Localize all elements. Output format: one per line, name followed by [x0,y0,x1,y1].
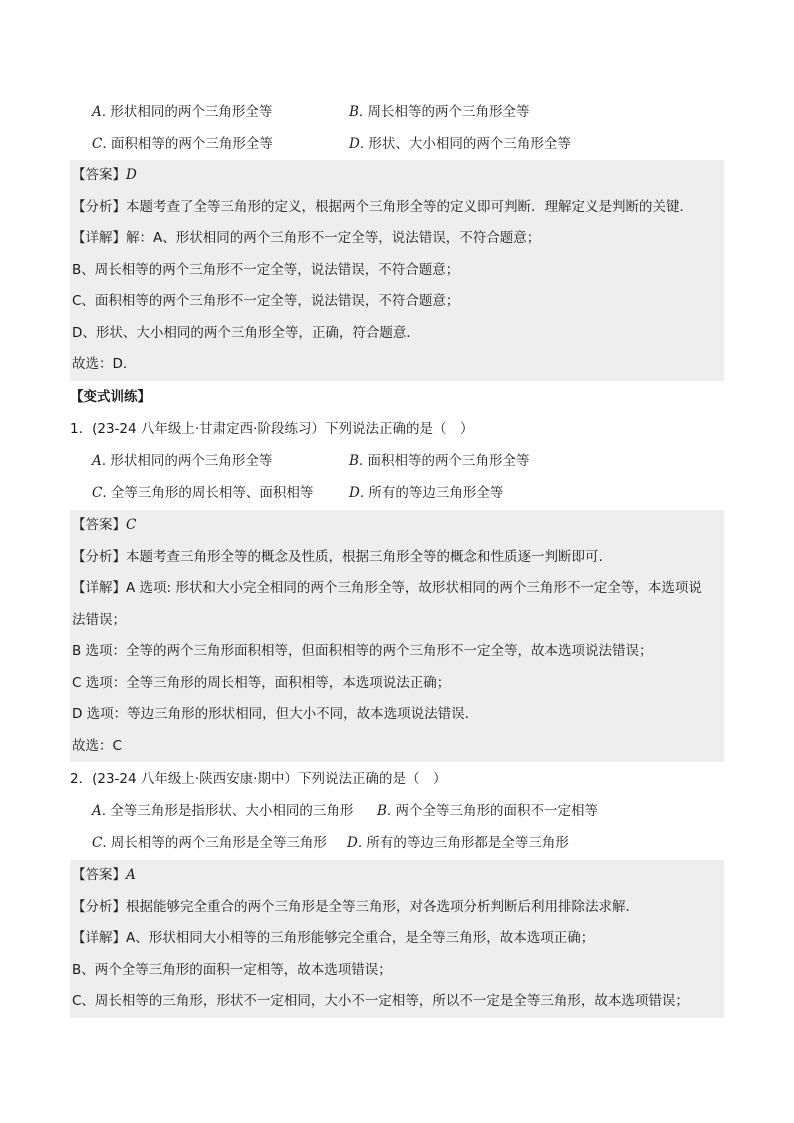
q0-option-b: B. 周长相等的两个三角形全等 [349,104,530,120]
q0-option-row-2 [92,129,732,161]
section-title: 【变式训练】 [70,389,151,405]
q2-option-b: B. 两个全等三角形的面积不一定相等 [377,803,599,819]
q1-option-c: C. 全等三角形的周长相等、面积相等 [92,484,314,501]
q2-detail-line-2: B、两个全等三角形的面积一定相等，故本选项错误； [72,961,392,978]
q2-analysis: 【分析】根据能够完全重合的两个三角形是全等三角形，对各选项分析判断后利用排除法求解． [72,898,639,915]
q0-option-d: D. 形状、大小相同的两个三角形全等 [349,135,571,152]
q0-analysis: 【分析】本题考查了全等三角形的定义，根据两个三角形全等的定义即可判断．理解定义是判断的关键． [72,198,693,215]
q1-detail-line-3: C 选项：全等三角形的周长相等，面积相等，本选项说法正确； [72,674,451,691]
q2-option-c: C. 周长相等的两个三角形是全等三角形 [92,834,327,851]
q0-answer: 【答案】D [72,167,137,183]
q1-detail-line-2: B 选项：全等的两个三角形面积相等，但面积相等的两个三角形不一定全等，故本选项说法错误； [72,643,653,659]
q0-option-c: C. 面积相等的两个三角形全等 [92,135,273,152]
q0-detail-line-3: C、面积相等的两个三角形不一定全等，说法错误，不符合题意； [72,293,460,309]
q2-detail-line-3: C、周长相等的三角形，形状不一定相同，大小不一定相等，所以不一定是全等三角形，故本选项错误； [72,993,689,1009]
q2-detail-line-1: 【详解】A、形状相同大小相等的三角形能够完全重合，是全等三角形，故本选项正确； [72,930,595,946]
q0-detail-line-1: 【详解】解：A、形状相同的两个三角形不一定全等，说法错误，不符合题意； [72,230,541,246]
q1-option-b: B. 面积相等的两个三角形全等 [349,453,530,469]
q0-options [92,97,732,160]
q1-detail-line-4: D 选项：等边三角形的形状相同，但大小不同，故本选项说法错误. [72,706,469,722]
q1-detail-line-1: 【详解】A 选项: 形状和大小完全相同的两个三角形全等，故形状相同的两个三角形不一定全等，本选项说 [72,580,702,596]
q2-answer: 【答案】A [72,867,136,883]
q2-options [92,796,732,859]
q2-option-row-2 [92,828,732,860]
q2-solution-block [70,860,724,1018]
q2-option-d: D. 所有的等边三角形都是全等三角形 [347,834,569,851]
q1-solution-block [70,510,724,762]
q1-option-d: D. 所有的等边三角形全等 [349,484,504,501]
q0-conclusion: 故选：D． [72,356,137,372]
q1-option-row-2 [92,478,732,510]
q1-options [92,446,732,509]
q1-stem: 1．(23-24 八年级上·甘肃定西·阶段练习）下列说法正确的是（ ） [70,421,474,437]
q1-answer: 【答案】C [72,517,137,533]
q0-detail-line-4: D、形状、大小相同的两个三角形全等，正确，符合题意． [72,324,420,341]
q1-conclusion: 故选：C [72,737,122,754]
q1-analysis: 【分析】本题考查三角形全等的概念及性质，根据三角形全等的概念和性质逐一判断即可. [72,548,603,565]
q0-option-a: A. 形状相同的两个三角形全等 [92,104,273,120]
q0-option-row-1 [92,97,732,129]
q1-option-a: A. 形状相同的两个三角形全等 [92,453,273,469]
q1-detail-line-1-cont: 法错误； [72,611,126,628]
q2-stem: 2．(23-24 八年级上·陕西安康·期中）下列说法正确的是（ ） [70,771,447,787]
q2-option-a: A. 全等三角形是指形状、大小相同的三角形 [92,803,354,819]
q0-solution-block [70,160,724,381]
q0-detail-line-2: B、周长相等的两个三角形不一定全等，说法错误，不符合题意； [72,261,460,278]
q2-option-row-1 [92,796,732,828]
q1-option-row-1 [92,446,732,478]
